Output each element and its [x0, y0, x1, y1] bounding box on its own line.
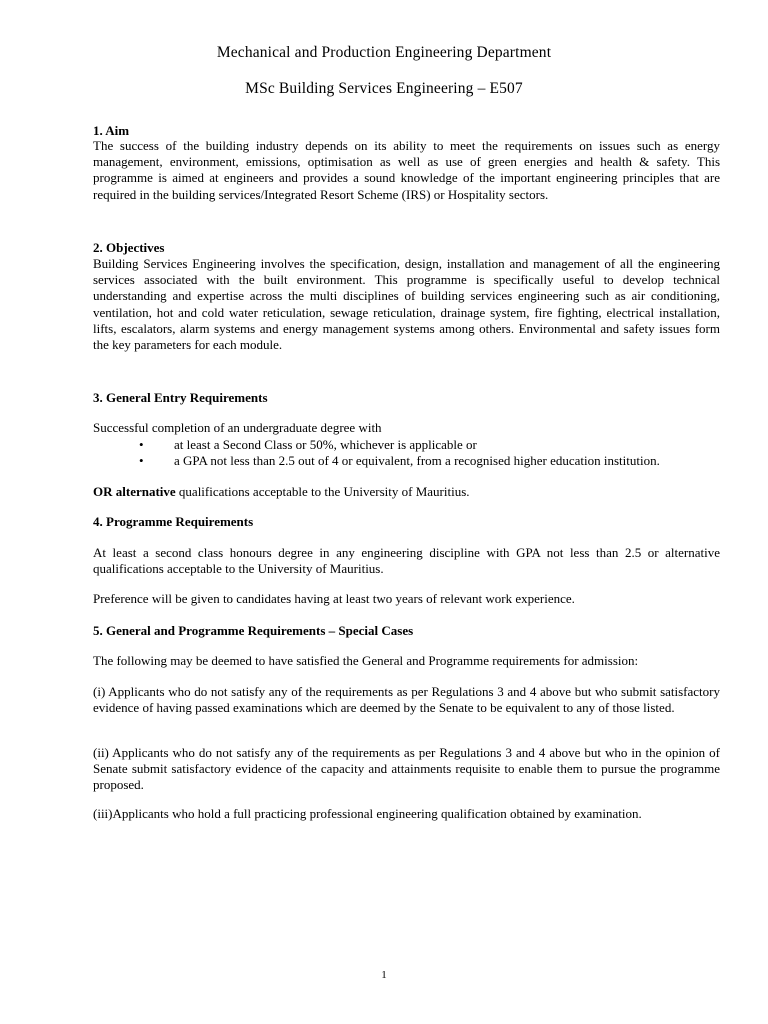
special-heading: 5. General and Programme Requirements – Special Cases [93, 623, 414, 638]
alternative-bold-label: OR alternative [93, 484, 176, 499]
special-case-3: (iii)Applicants who hold a full practicing professional engineering qualification obtained by examination. [93, 806, 642, 821]
department-title: Mechanical and Production Engineering Department [216, 44, 552, 61]
bullet-icon: • [139, 437, 144, 452]
page-number: 1 [381, 969, 387, 981]
programme-title: MSc Building Services Engineering – E507 [245, 80, 523, 97]
experience-note: Preference will be given to candidates having at least two years of relevant work experience. [93, 591, 575, 606]
entry-heading: 3. General Entry Requirements [93, 390, 268, 405]
entry-bullet-list [93, 437, 720, 469]
list-item [93, 453, 720, 469]
bullet-text: a GPA not less than 2.5 out of 4 or equivalent, from a recognised higher education institution. [174, 453, 660, 469]
special-intro: The following may be deemed to have satisfied the General and Programme requirements for admission: [93, 653, 639, 668]
aim-heading: 1. Aim [93, 123, 130, 138]
programme-heading: 4. Programme Requirements [93, 514, 254, 529]
alternative-qualifications [93, 484, 720, 500]
special-case-2: (ii) Applicants who do not satisfy any of the requirements as per Regulations 3 and 4 above but who in the opinion of Senate submit satisfactory evidence of the capacity and attainments requisite to enable them to pursue the programme proposed. [93, 745, 720, 793]
aim-body: The success of the building industry depends on its ability to meet the requirements on issues such as energy management, environment, emissions, optimisation as well as use of green energies and health & safety. This programme is aimed at engineers and provides a sound knowledge of the important engineering principles that are required in the building services/Integrated Resort Scheme (IRS) or Hospitality sectors. [93, 138, 720, 202]
special-case-1: (i) Applicants who do not satisfy any of the requirements as per Regulations 3 and 4 above but who submit satisfactory evidence of having passed examinations which are deemed by the Senate to be equivalent to any of those listed. [93, 684, 720, 716]
programme-body: At least a second class honours degree in any engineering discipline with GPA not less than 2.5 or alternative qualifications acceptable to the University of Mauritius. [93, 545, 720, 577]
objectives-body: Building Services Engineering involves the specification, design, installation and management of all the engineering services associated with the built environment. This programme is specifically useful to develop technical understanding and expertise across the multi disciplines of building services engineering such as air conditioning, ventilation, hot and cold water reticulation, sewage reticulation, drainage system, fire fighting, electrical installation, lifts, escalators, alarm systems and energy management systems among others. Environmental and safety issues form the key parameters for each module. [93, 256, 720, 353]
alternative-text: qualifications acceptable to the University of Mauritius. [175, 484, 470, 499]
list-item [93, 437, 720, 453]
objectives-heading: 2. Objectives [93, 240, 165, 255]
bullet-icon: • [139, 453, 144, 469]
entry-intro: Successful completion of an undergraduate degree with [93, 420, 382, 435]
bullet-text: at least a Second Class or 50%, whichever is applicable or [174, 437, 477, 452]
